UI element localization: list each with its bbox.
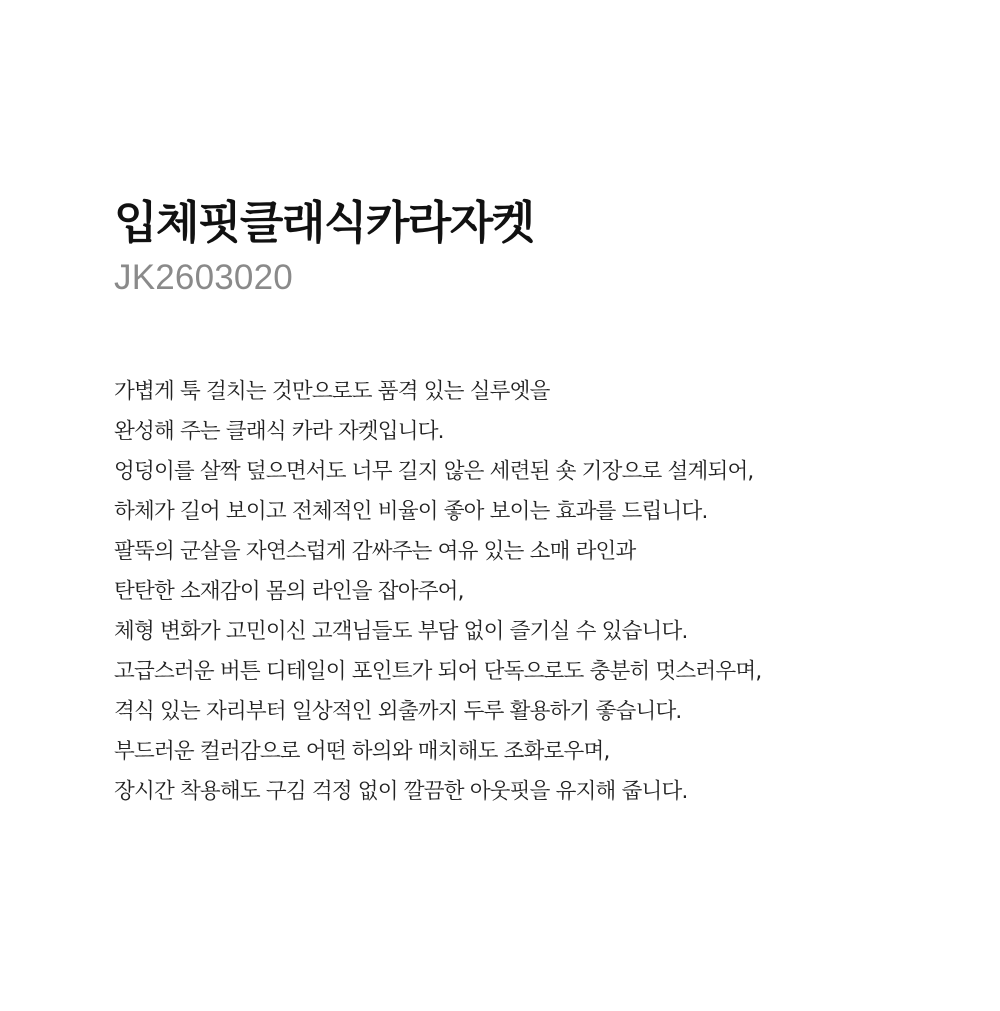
description-line: 탄탄한 소재감이 몸의 라인을 잡아주어, (114, 579, 464, 604)
description-line: 장시간 착용해도 구김 걱정 없이 깔끔한 아웃핏을 유지해 줍니다. (114, 779, 688, 804)
description-line: 고급스러운 버튼 디테일이 포인트가 되어 단독으로도 충분히 멋스러우며, (114, 659, 762, 684)
description-line: 팔뚝의 군살을 자연스럽게 감싸주는 여유 있는 소매 라인과 (114, 539, 636, 564)
description-line: 격식 있는 자리부터 일상적인 외출까지 두루 활용하기 좋습니다. (114, 699, 682, 724)
description-line: 엉덩이를 살짝 덮으면서도 너무 길지 않은 세련된 숏 기장으로 설계되어, (114, 459, 754, 484)
description-line: 하체가 길어 보이고 전체적인 비율이 좋아 보이는 효과를 드립니다. (114, 499, 708, 524)
description-line: 체형 변화가 고민이신 고객님들도 부담 없이 즐기실 수 있습니다. (114, 619, 688, 644)
description-line: 가볍게 툭 걸치는 것만으로도 품격 있는 실루엣을 (114, 379, 550, 404)
product-code: JK2603020 (114, 258, 293, 297)
description-line: 완성해 주는 클래식 카라 자켓입니다. (114, 419, 444, 444)
product-title: 입체핏클래식카라자켓 (114, 196, 534, 249)
product-description (114, 372, 984, 812)
product-header (114, 194, 974, 300)
description-line: 부드러운 컬러감으로 어떤 하의와 매치해도 조화로우며, (114, 739, 610, 764)
